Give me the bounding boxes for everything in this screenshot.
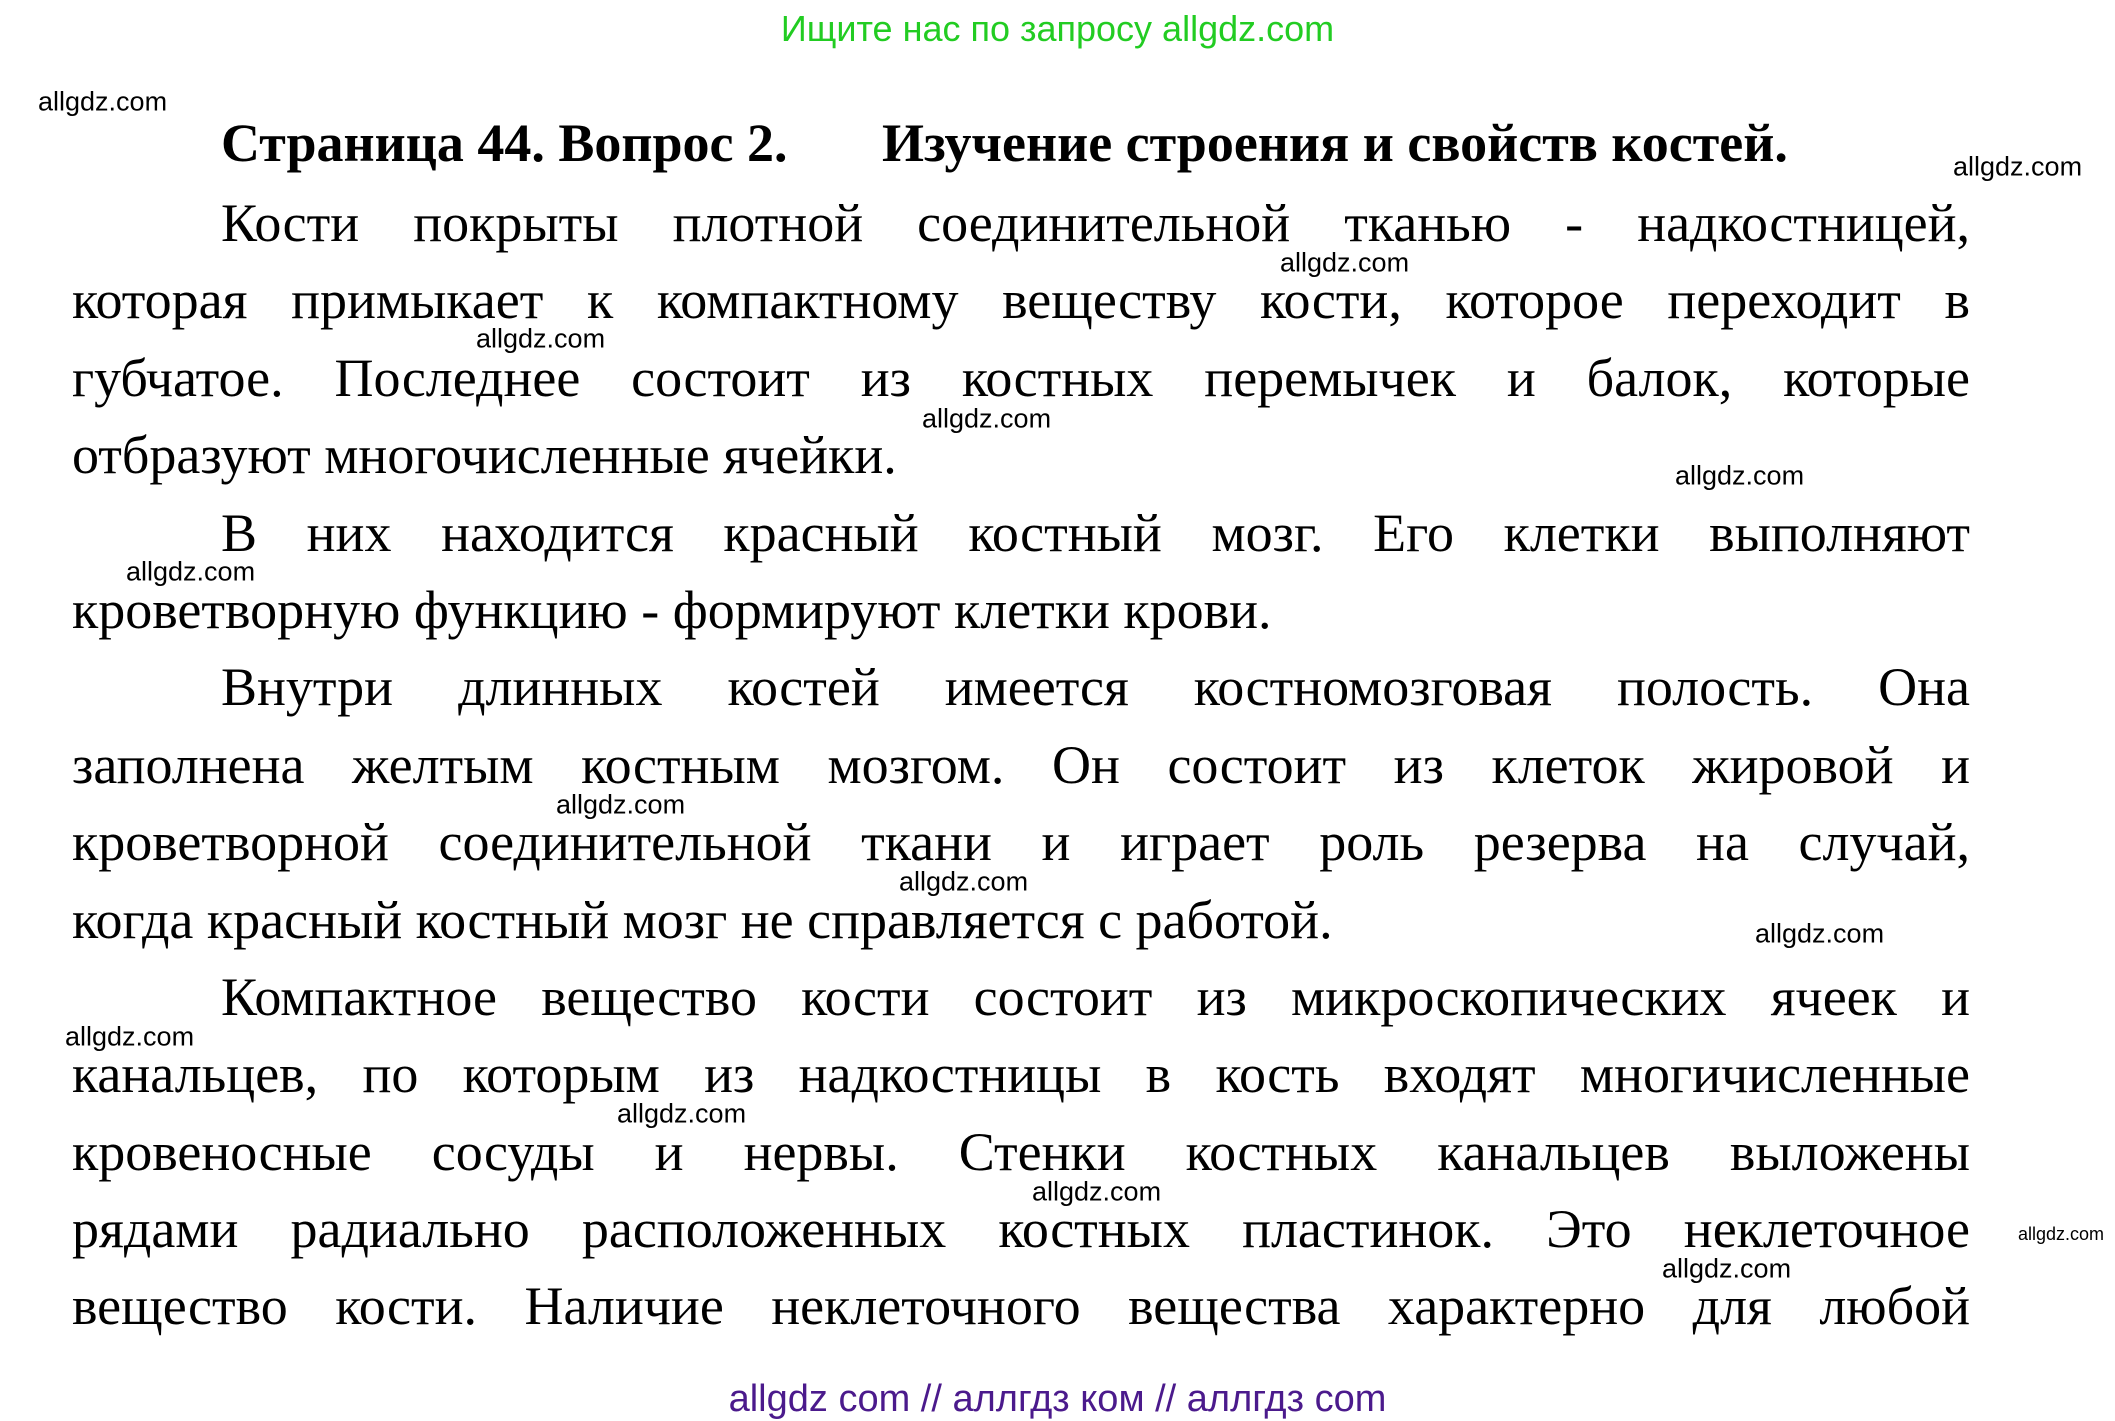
paragraph-line: рядами радиально расположенных костных пластинок. Это неклеточное — [72, 1199, 1970, 1260]
watermark: allgdz.com — [2018, 1224, 2105, 1244]
paragraph-line: кроветворной соединительной ткани и играет роль резерва на случай, — [72, 812, 1970, 873]
watermark: allgdz.com — [1755, 918, 1885, 949]
paragraph-line: когда красный костный мозг не справляется с работой. — [72, 889, 1333, 950]
paragraph-line: губчатое. Последнее состоит из костных перемычек и балок, которые — [72, 347, 1970, 408]
watermark: allgdz.com — [65, 1021, 195, 1052]
paragraph-line: отбразуют многочисленные ячейки. — [72, 425, 897, 486]
watermark: allgdz.com — [1280, 247, 1410, 278]
top-banner: Ищите нас по запросу allgdz.com — [780, 8, 1335, 49]
watermark: allgdz.com — [1032, 1176, 1162, 1207]
watermark: allgdz.com — [38, 86, 168, 117]
paragraph-line: заполнена желтым костным мозгом. Он состоит из клеток жировой и — [72, 734, 1970, 795]
paragraph-line: В них находится красный костный мозг. Его клетки выполняют — [221, 502, 1970, 563]
paragraph-line: которая примыкает к компактному веществу кости, которое переходит в — [72, 270, 1970, 331]
watermark: allgdz.com — [922, 403, 1052, 434]
paragraph-line: канальцев, по которым из надкостницы в кость входят многичисленные — [72, 1044, 1970, 1105]
bottom-banner: allgdz com // аллгдз ком // аллгдз com — [728, 1378, 1387, 1420]
paragraph-line: Компактное вещество кости состоит из микроскопических ячеек и — [221, 966, 1970, 1027]
watermark: allgdz.com — [1662, 1253, 1792, 1284]
watermark: allgdz.com — [899, 866, 1029, 897]
watermark: allgdz.com — [476, 323, 606, 354]
watermark: allgdz.com — [556, 789, 686, 820]
paragraph-line: кровеносные сосуды и нервы. Стенки костных канальцев выложены — [72, 1121, 1970, 1182]
paragraph-line: вещество кости. Наличие неклеточного вещества характерно для любой — [72, 1276, 1970, 1337]
paragraph-line: кроветворную функцию - формируют клетки крови. — [72, 579, 1272, 640]
page-title: Страница 44. Вопрос 2. Изучение строения и свойств костей. — [221, 113, 1788, 173]
paragraph-line: Внутри длинных костей имеется костномозговая полость. Она — [221, 657, 1970, 718]
watermark: allgdz.com — [617, 1098, 747, 1129]
paragraph-line: Кости покрыты плотной соединительной тканью - надкостницей, — [221, 193, 1970, 253]
watermark: allgdz.com — [1675, 460, 1805, 491]
answer-text — [72, 185, 1970, 1346]
watermark: allgdz.com — [1953, 151, 2083, 182]
watermark: allgdz.com — [126, 556, 256, 587]
